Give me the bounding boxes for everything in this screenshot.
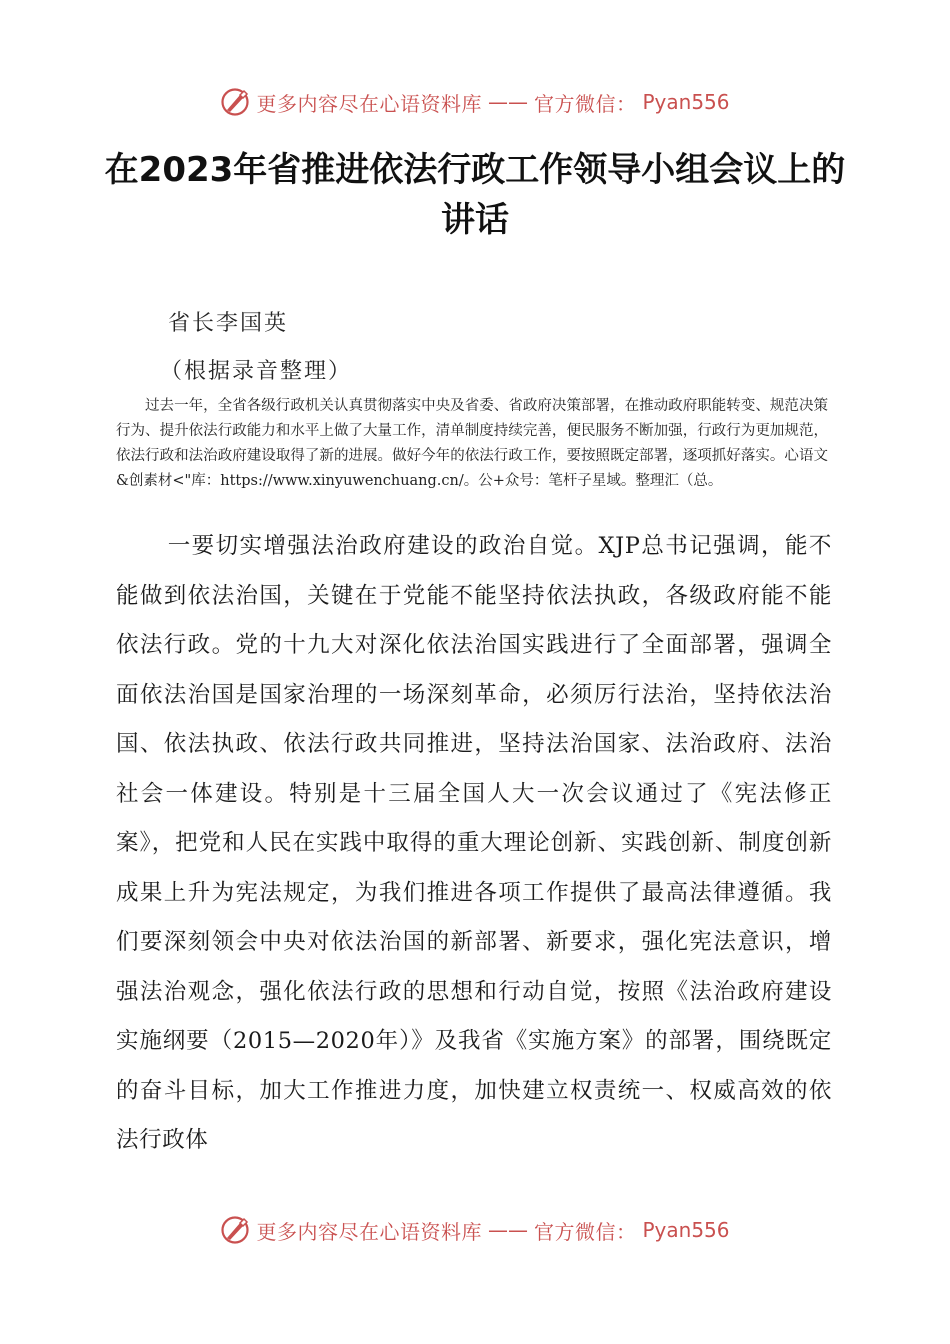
watermark-label: 官方微信： [533,91,637,116]
watermark-dash: —— [487,1218,528,1242]
author-line: 省长李国英 [168,311,289,336]
watermark-id: Pyan556 [642,1218,730,1242]
intro-paragraph: 过去一年，全省各级行政机关认真贯彻落实中央及省委、省政府决策部署，在推动政府职能转变、规范决策行为、提升依法行政能力和水平上做了大量工作，清单制度持续完善，便民服务不断加强，行政行为更加规范，依法行政和法治政府建设取得了新的进展。做好今年的依法行政工作，要按照既定部署，逐项抓好落实。心语文&创素材<"库：https://www.xinyuwenchuang.cn/。公+众号：笔杆子星域。整理汇（总。 [116,398,828,489]
footer-watermark [0,1210,950,1250]
watermark-text: 更多内容尽在心语资料库 [256,91,482,116]
watermark-dash: —— [487,90,528,114]
watermark-id: Pyan556 [642,90,730,114]
watermark-label: 官方微信： [533,1219,637,1244]
watermark-text: 更多内容尽在心语资料库 [256,1219,482,1244]
pen-logo-icon [220,1215,250,1245]
recording-note: （根据录音整理） [160,359,353,384]
pen-logo-icon [220,87,250,117]
body-paragraph: 一要切实增强法治政府建设的政治自觉。XJP总书记强调，能不能做到依法治国，关键在于党能不能坚持依法执政，各级政府能不能依法行政。党的十九大对深化依法治国实践进行了全面部署，强调全面依法治国是国家治理的一场深刻革命，必须厉行法治，坚持依法治国、依法执政、依法行政共同推进，坚持法治国家、法治政府、法治社会一体建设。特别是十三届全国人大一次会议通过了《宪法修正案》，把党和人民在实践中取得的重大理论创新、实践创新、制度创新成果上升为宪法规定，为我们推进各项工作提供了最高法律遵循。我们要深刻领会中央对依法治国的新部署、新要求，强化宪法意识，增强法治观念，强化依法行政的思想和行动自觉，按照《法治政府建设实施纲要（2015—2020年）》及我省《实施方案》的部署，围绕既定的奋斗目标，加大工作推进力度，加快建立权责统一、权威高效的依法行政体 [116,533,832,1153]
document-title: 在2023年省推进依法行政工作领导小组会议上的讲话 [104,150,846,240]
header-watermark [0,82,950,122]
